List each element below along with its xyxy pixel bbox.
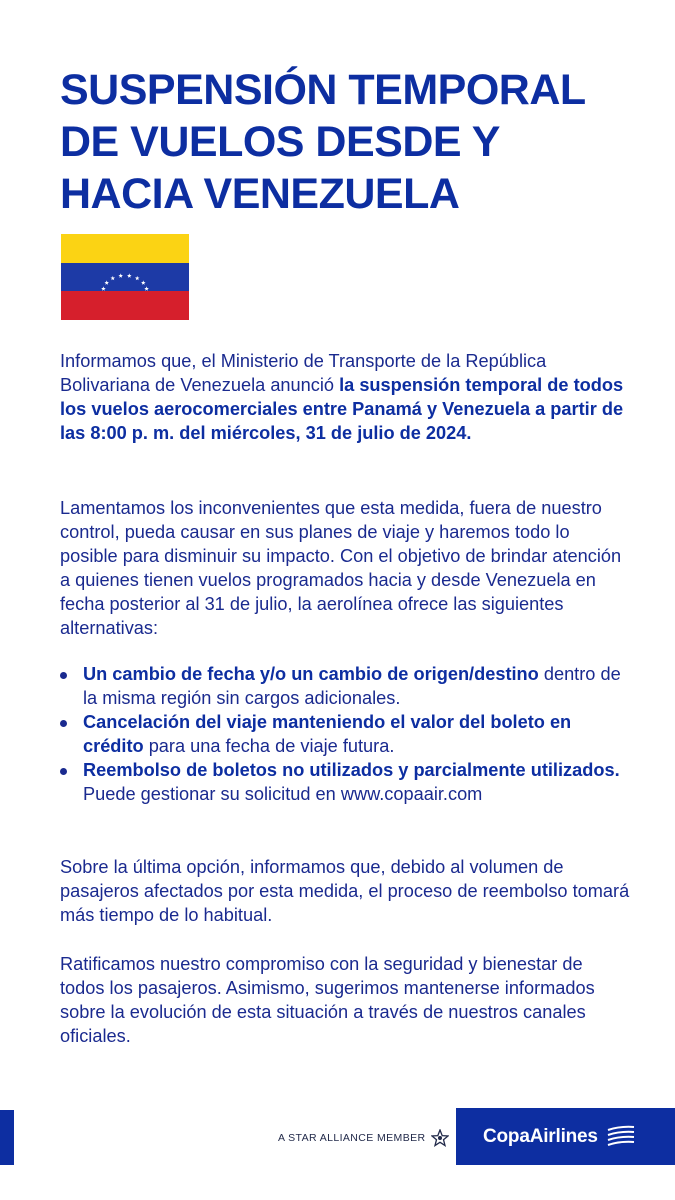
list-item-text: Puede gestionar su solicitud en www.copaair.com — [83, 784, 483, 804]
announcement-intro: Informamos que, el Ministerio de Transporte de la República Bolivariana de Venezuela anunció — [60, 351, 547, 395]
list-item-text: dentro de la misma región sin cargos adicionales. — [83, 664, 621, 708]
footer-left-bar — [0, 1110, 14, 1165]
alternatives-list — [60, 662, 632, 806]
alternatives-intro-paragraph: Lamentamos los inconvenientes que esta medida, fuera de nuestro control, pueda causar en sus planes de viaje y haremos todo lo posible para disminuir su impacto. Con el objetivo de brindar atención a quienes tienen vuelos programados hacia y desde Venezuela en fecha posterior al 31 de julio, la aerolínea ofrece las siguientes alternativas: — [60, 498, 622, 638]
flag-star-icon — [101, 286, 106, 290]
announcement-highlight: la suspensión temporal de todos los vuelos aerocomerciales entre Panamá y Venezuela a partir de las 8:00 p. m. del miércoles, 31 de julio de 2024. — [60, 375, 624, 443]
copa-airlines-wordmark: CopaAirlines — [483, 1125, 598, 1147]
commitment-paragraph: Ratificamos nuestro compromiso con la seguridad y bienestar de todos los pasajeros. Asimismo, sugerimos mantenerse informados sobre la evolución de esta situación a través de nuestros canales oficiales. — [60, 954, 595, 1046]
flag-star-icon — [127, 273, 132, 277]
flag-star-icon — [144, 286, 149, 290]
copa-wing-icon — [606, 1124, 636, 1150]
bullet-dot — [60, 672, 67, 679]
flag-star-icon — [118, 273, 123, 277]
venezuela-flag-image — [61, 234, 189, 320]
flag-star-icon — [104, 280, 109, 284]
list-item — [60, 710, 632, 758]
refund-notice-paragraph: Sobre la última opción, informamos que, debido al volumen de pasajeros afectados por esta medida, el proceso de reembolso tomará más tiempo de lo habitual. — [60, 857, 630, 925]
bullet-dot — [60, 720, 67, 727]
list-item-bold: Reembolso de boletos no utilizados y parcialmente utilizados. — [83, 760, 620, 780]
star-alliance-badge — [278, 1128, 449, 1148]
list-item-bold: Un cambio de fecha y/o un cambio de origen/destino — [83, 664, 539, 684]
copa-airlines-logo — [456, 1108, 675, 1165]
flag-star-icon — [135, 276, 140, 280]
bullet-dot — [60, 768, 67, 775]
flag-star-icon — [110, 276, 115, 280]
list-item — [60, 662, 632, 710]
list-item-bold: Cancelación del viaje manteniendo el valor del boleto en crédito — [83, 712, 572, 756]
flag-stars-icon — [61, 234, 189, 320]
flag-star-icon — [141, 280, 146, 284]
star-alliance-icon — [431, 1129, 449, 1147]
star-alliance-label: A STAR ALLIANCE MEMBER — [278, 1132, 426, 1144]
list-item-text: para una fecha de viaje futura. — [143, 736, 395, 756]
page-title: SUSPENSIÓN TEMPORAL DE VUELOS DESDE Y HACIA VENEZUELA — [60, 66, 585, 218]
list-item — [60, 758, 632, 806]
announcement-paragraph — [60, 349, 632, 445]
